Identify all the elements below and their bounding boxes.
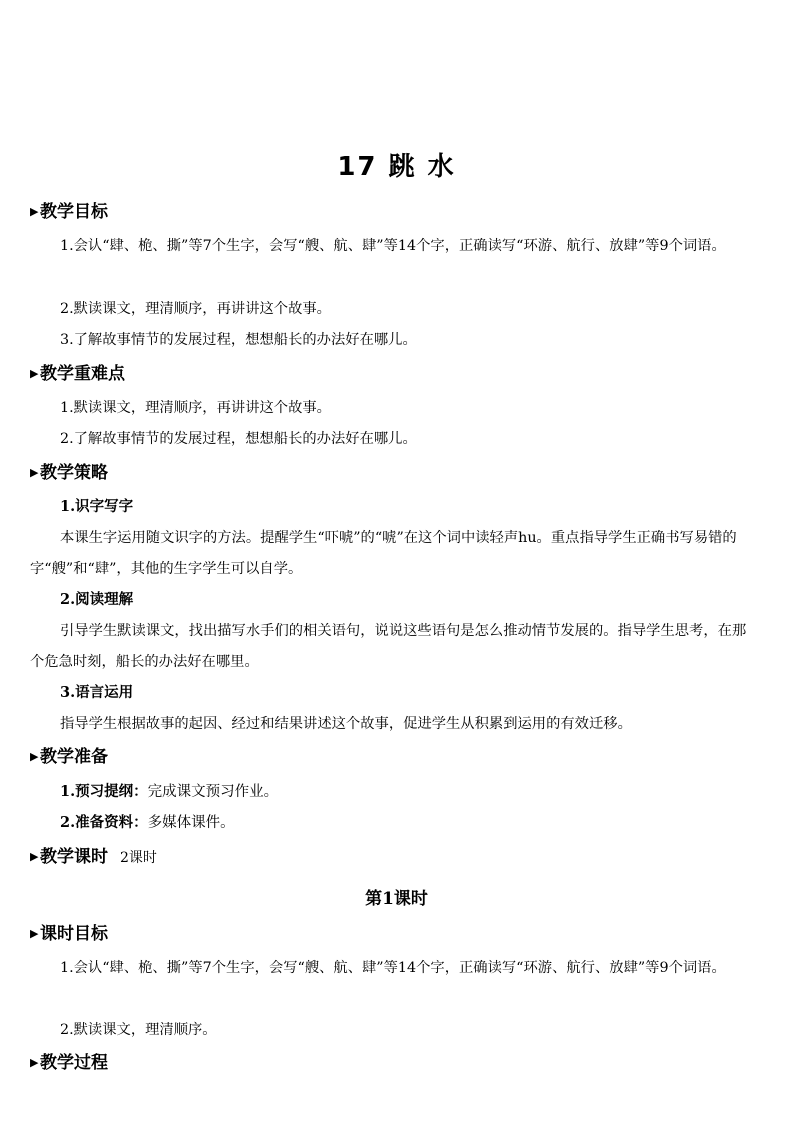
strategy-subheading: 1.识字写字	[60, 498, 134, 515]
key-point-item: 2.了解故事情节的发展过程，想想船长的办法好在哪儿。	[60, 431, 417, 447]
prep-item	[60, 782, 278, 802]
hours-value: 2课时	[120, 850, 157, 866]
prep-item	[60, 813, 235, 833]
section-heading-goals: ▶教学目标	[30, 202, 108, 222]
section-heading-strategy: ▶教学策略	[30, 463, 108, 483]
section-heading-preparation: ▶教学准备	[30, 747, 108, 767]
section-heading-hours: ▶教学课时 2课时	[30, 847, 157, 867]
goal-item: 1.会认“肆、桅、撕”等7个生字，会写“艘、航、肆”等14个字，正确读写“环游、航行、放肆”等9个词语。	[60, 238, 726, 254]
section-heading-key-points: ▶教学重难点	[30, 364, 125, 384]
lesson-goal-item: 2.默读课文，理清顺序。	[60, 1022, 217, 1038]
triangle-bullet-icon: ▶	[30, 466, 39, 479]
section-heading-lesson-goals: ▶课时目标	[30, 924, 108, 944]
prep-text: 完成课文预习作业。	[147, 784, 279, 800]
key-point-item: 1.默读课文，理清顺序，再讲讲这个故事。	[60, 400, 331, 416]
strategy-subheading: 2.阅读理解	[60, 591, 134, 608]
document-title: 17 跳 水	[337, 152, 456, 182]
prep-text: 多媒体课件。	[147, 815, 235, 831]
lesson-goal-item: 1.会认“肆、桅、撕”等7个生字，会写“艘、航、肆”等14个字，正确读写“环游、航行、放肆”等9个词语。	[60, 960, 726, 976]
triangle-bullet-icon: ▶	[30, 850, 39, 863]
strategy-paragraph: 指导学生根据故事的起因、经过和结果讲述这个故事，促进学生从积累到运用的有效迁移。	[60, 716, 632, 732]
strategy-subheading: 3.语言运用	[60, 684, 134, 701]
triangle-bullet-icon: ▶	[30, 205, 39, 218]
goal-item: 2.默读课文，理清顺序，再讲讲这个故事。	[60, 301, 331, 317]
prep-label: 1.预习提纲：	[60, 783, 148, 800]
triangle-bullet-icon: ▶	[30, 927, 39, 940]
prep-label: 2.准备资料：	[60, 814, 148, 831]
lesson-title: 第1课时	[365, 889, 428, 909]
strategy-paragraph: 本课生字运用随文识字的方法。提醒学生“吓唬”的“唬”在这个词中读轻声hu。重点指导学生正确书写易错的字“艘”和“肆”，其他的生字学生可以自学。	[30, 530, 737, 577]
triangle-bullet-icon: ▶	[30, 750, 39, 763]
triangle-bullet-icon: ▶	[30, 367, 39, 380]
goal-item: 3.了解故事情节的发展过程，想想船长的办法好在哪儿。	[60, 332, 417, 348]
section-heading-process: ▶教学过程	[30, 1053, 108, 1073]
strategy-paragraph: 引导学生默读课文，找出描写水手们的相关语句，说说这些语句是怎么推动情节发展的。指导学生思考，在那个危急时刻，船长的办法好在哪里。	[30, 623, 747, 670]
triangle-bullet-icon: ▶	[30, 1056, 39, 1069]
